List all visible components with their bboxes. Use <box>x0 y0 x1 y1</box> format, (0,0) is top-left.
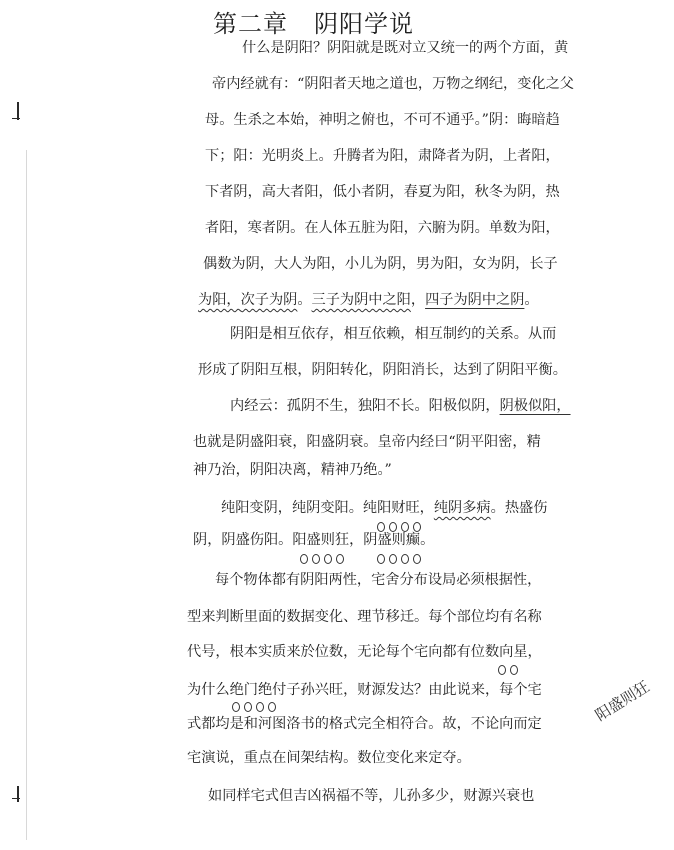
left-edge-tick <box>12 798 20 799</box>
text-line: 纯阳变阴，纯阴变阳。纯阳财旺，纯阴多病。热盛伤 <box>221 500 548 516</box>
chapter-number: 第二章 <box>213 10 288 38</box>
left-edge-rule <box>26 150 27 840</box>
chapter-name: 阴阳学说 <box>314 10 414 38</box>
text-line: 如同样宅式但吉凶祸福不等，儿孙多少，财源兴衰也 <box>208 788 535 804</box>
text-line: 内经云：孤阴不生，独阳不长。阳极似阴，阴极似阳， <box>230 398 571 414</box>
handwritten-note: 阳盛则狂 <box>592 677 653 725</box>
text-line: 什么是阴阳？阴阳就是既对立又统一的两个方面，黄 <box>242 40 569 56</box>
left-edge-mark <box>17 786 19 802</box>
text-line: 帝内经就有：“阴阳者天地之道也，万物之纲纪，变化之父 <box>212 76 574 92</box>
text-line: 阴，阴盛伤阳。阳盛则狂，阴盛则癫。 <box>193 532 435 548</box>
text-line: 也就是阴盛阳衰，阳盛阴衰。皇帝内经曰“阴平阳密，精 <box>193 434 541 450</box>
text-line: 偶数为阴，大人为阳，小儿为阴，男为阳，女为阴，长子 <box>203 256 558 272</box>
text-line: 式都均是和河图洛书的格式完全相符合。故，不论向而定 <box>187 716 542 732</box>
underlined-phrase: 为阳， <box>198 292 241 308</box>
text-line: 阴阳是相互依存，相互依赖，相互制约的关系。从而 <box>230 326 557 342</box>
emphasis-dots <box>300 549 348 568</box>
text-line: 代号，根本实质来於位数，无论每个宅向都有位数向星， <box>187 644 542 660</box>
text-line: 者阳，寒者阴。在人体五脏为阳，六腑为阴。单数为阳， <box>205 220 560 236</box>
text-line: 母。生杀之本始，神明之俯也，不可不通乎。”阴：晦暗趋 <box>205 112 560 128</box>
text-line: 下；阳：光明炎上。升腾者为阳，肃降者为阴，上者阳， <box>205 148 560 164</box>
emphasis-dots <box>377 549 425 568</box>
text-line: 形成了阴阳互根，阴阳转化，阴阳消长，达到了阴阳平衡。 <box>198 362 567 378</box>
underlined-phrase: 阴极似阳， <box>499 398 571 414</box>
text-line: 为什么绝门绝付子孙兴旺，财源发达？由此说来，每个宅 <box>187 682 542 698</box>
text-line: 为阳，次子为阴。三子为阴中之阳，四子为阴中之阴。 <box>198 292 539 308</box>
underlined-phrase: 次子为阴 <box>240 292 298 308</box>
text-line: 下者阴，高大者阳，低小者阴，春夏为阳，秋冬为阴，热 <box>205 184 560 200</box>
text-line: 宅演说，重点在间架结构。数位变化来定夺。 <box>187 750 471 766</box>
text-line: 神乃治，阴阳决离，精神乃绝。” <box>193 462 392 478</box>
chapter-title <box>213 4 414 39</box>
text-line: 每个物体都有阴阳两性，宅舍分布设局必须根据性， <box>215 572 542 588</box>
underlined-phrase: 四子为阴中之阴 <box>425 292 525 308</box>
emphasis-dots <box>498 660 522 679</box>
text-line: 型来判断里面的数据变化、理节移迁。每个部位均有名称 <box>187 609 542 625</box>
left-edge-tick <box>12 118 20 119</box>
underlined-phrase: 三子为阴中之阳 <box>311 292 411 308</box>
underlined-phrase: 纯阴多病 <box>433 500 491 516</box>
